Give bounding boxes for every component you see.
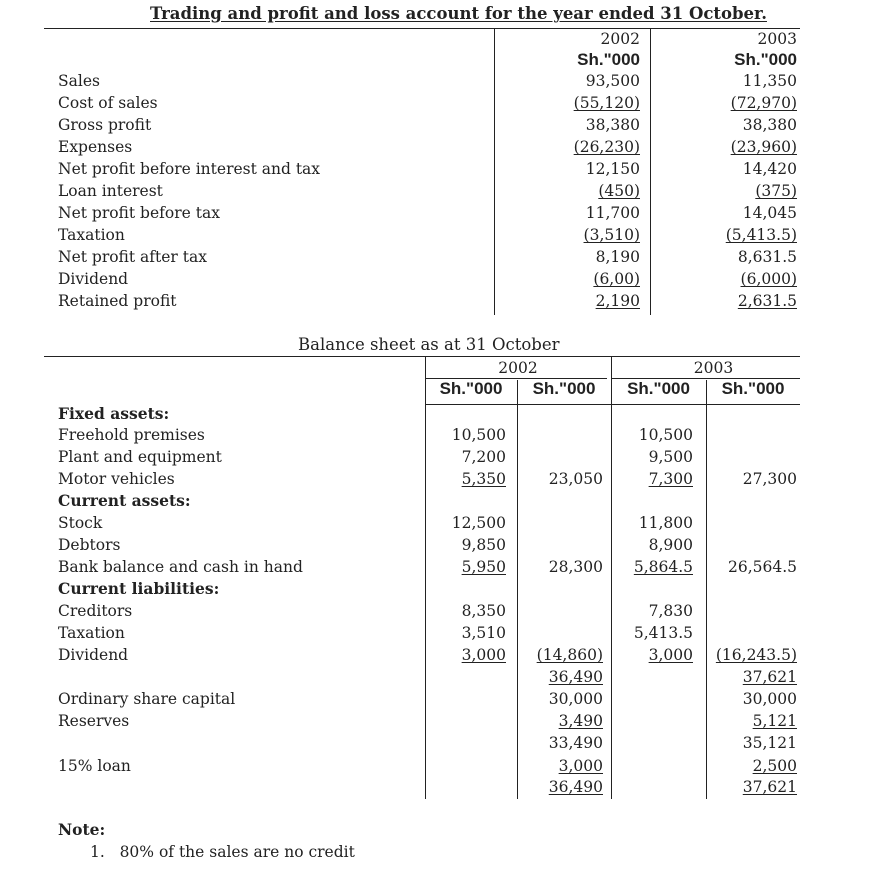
pl-row-label: Net profit before tax — [58, 204, 220, 222]
pl-row-label: Loan interest — [58, 182, 163, 200]
pl-title: Trading and profit and loss account for the year ended 31 October. — [150, 4, 767, 23]
note-heading: Note: — [58, 820, 106, 839]
pl-row-2003: 14,420 — [742, 160, 797, 178]
bs-row-col-3: 3,000 — [648, 646, 693, 664]
pl-row-2002: (6,00) — [593, 270, 640, 288]
bs-row-col-3: 5,413.5 — [633, 624, 693, 642]
pl-row-2002: (26,230) — [573, 138, 640, 156]
bs-row-col-4: 26,564.5 — [727, 558, 797, 576]
pl-row-2003: (6,000) — [740, 270, 797, 288]
pl-row-2002: 93,500 — [585, 72, 640, 90]
bs-row-col-2: 33,490 — [548, 734, 603, 752]
bs-row-label: Stock — [58, 514, 103, 532]
pl-unit-2003: Sh."000 — [734, 50, 797, 69]
bs-divider-1 — [425, 357, 426, 799]
pl-year-2002: 2002 — [600, 30, 640, 48]
bs-section-fixed: Fixed assets: — [58, 404, 170, 423]
pl-row-label: Net profit before interest and tax — [58, 160, 321, 178]
bs-row-label: Freehold premises — [58, 426, 205, 444]
bs-row-col-2: 23,050 — [548, 470, 603, 488]
pl-row-2003: (72,970) — [730, 94, 797, 112]
bs-row-col-3: 7,830 — [648, 602, 693, 620]
bs-row-col-4: (16,243.5) — [715, 646, 797, 664]
pl-row-label: Retained profit — [58, 292, 177, 310]
bs-row-label: Creditors — [58, 602, 133, 620]
bs-row-label: Bank balance and cash in hand — [58, 558, 303, 576]
bs-year-2002: 2002 — [498, 359, 538, 377]
pl-row-2002: 38,380 — [585, 116, 640, 134]
bs-row-label: Ordinary share capital — [58, 690, 236, 708]
pl-divider-1 — [494, 29, 495, 315]
bs-row-col-3: 5,864.5 — [633, 558, 693, 576]
pl-row-2003: 11,350 — [742, 72, 797, 90]
pl-row-2003: 2,631.5 — [737, 292, 797, 310]
bs-row-col-1: 5,950 — [461, 558, 506, 576]
bs-top-rule — [44, 356, 800, 357]
bs-row-col-2: 36,490 — [548, 668, 603, 686]
bs-year-2003: 2003 — [693, 359, 734, 377]
bs-row-col-1: 3,000 — [461, 646, 506, 664]
bs-row-col-4: 35,121 — [742, 734, 797, 752]
pl-row-label: Gross profit — [58, 116, 152, 134]
pl-row-2002: 8,190 — [595, 248, 640, 266]
bs-row-col-2: (14,860) — [536, 646, 603, 664]
pl-row-2003: 8,631.5 — [737, 248, 797, 266]
pl-row-2002: 11,700 — [585, 204, 640, 222]
bs-row-label: Reserves — [58, 712, 130, 730]
bs-row-col-1: 9,850 — [461, 536, 506, 554]
bs-row-col-4: 30,000 — [742, 690, 797, 708]
note-item: 1. 80% of the sales are no credit — [90, 843, 355, 861]
bs-row-label: 15% loan — [58, 757, 131, 775]
pl-row-label: Net profit after tax — [58, 248, 207, 266]
bs-row-col-2: 3,490 — [558, 712, 603, 730]
bs-row-col-4: 37,621 — [742, 668, 797, 686]
bs-row-col-1: 10,500 — [451, 426, 506, 444]
bs-row-col-1: 8,350 — [461, 602, 506, 620]
bs-title: Balance sheet as at 31 October — [298, 335, 560, 354]
bs-row-col-3: 11,800 — [638, 514, 693, 532]
bs-row-label: Motor vehicles — [58, 470, 175, 488]
pl-divider-2 — [650, 29, 651, 315]
pl-row-2002: (55,120) — [573, 94, 640, 112]
bs-row-label: Taxation — [58, 624, 125, 642]
bs-unit-col-1: Sh."000 — [439, 379, 503, 398]
bs-divider-3 — [611, 357, 612, 799]
bs-row-col-1: 12,500 — [451, 514, 506, 532]
pl-row-2003: (23,960) — [730, 138, 797, 156]
pl-row-2002: (3,510) — [583, 226, 640, 244]
pl-row-2002: 2,190 — [595, 292, 640, 310]
bs-unit-col-3: Sh."000 — [627, 379, 690, 398]
bs-row-col-2: 30,000 — [548, 690, 603, 708]
bs-row-label: Plant and equipment — [58, 448, 222, 466]
bs-row-col-1: 3,510 — [461, 624, 506, 642]
bs-row-col-3: 7,300 — [648, 470, 693, 488]
bs-unit-col-4: Sh."000 — [721, 379, 785, 398]
pl-top-rule — [44, 28, 800, 29]
pl-year-2003: 2003 — [757, 30, 797, 48]
pl-row-label: Expenses — [58, 138, 133, 156]
bs-row-col-3: 8,900 — [648, 536, 693, 554]
bs-row-col-4: 37,621 — [742, 778, 797, 796]
pl-row-2003: (375) — [755, 182, 797, 200]
pl-row-2003: (5,413.5) — [725, 226, 797, 244]
pl-row-2003: 14,045 — [742, 204, 797, 222]
bs-row-col-1: 5,350 — [461, 470, 506, 488]
pl-row-label: Dividend — [58, 270, 129, 288]
pl-row-2003: 38,380 — [742, 116, 797, 134]
bs-row-col-1: 7,200 — [461, 448, 506, 466]
bs-row-col-3: 9,500 — [648, 448, 693, 466]
bs-row-col-4: 5,121 — [752, 712, 797, 730]
bs-row-col-3: 10,500 — [638, 426, 693, 444]
bs-section-current-assets: Current assets: — [58, 491, 191, 510]
bs-row-col-4: 27,300 — [742, 470, 797, 488]
pl-row-label: Cost of sales — [58, 94, 158, 112]
bs-row-label: Debtors — [58, 536, 121, 554]
pl-row-label: Taxation — [58, 226, 125, 244]
bs-header-rule — [425, 404, 800, 405]
pl-row-label: Sales — [58, 72, 100, 90]
bs-row-col-2: 28,300 — [548, 558, 603, 576]
bs-section-current-liabilities: Current liabilities: — [58, 579, 220, 598]
bs-row-label: Dividend — [58, 646, 129, 664]
pl-row-2002: 12,150 — [585, 160, 640, 178]
bs-unit-col-2: Sh."000 — [532, 379, 596, 398]
bs-row-col-2: 36,490 — [548, 778, 603, 796]
pl-unit-2002: Sh."000 — [577, 50, 640, 69]
bs-row-col-2: 3,000 — [558, 757, 603, 775]
bs-row-col-4: 2,500 — [752, 757, 797, 775]
pl-row-2002: (450) — [598, 182, 640, 200]
